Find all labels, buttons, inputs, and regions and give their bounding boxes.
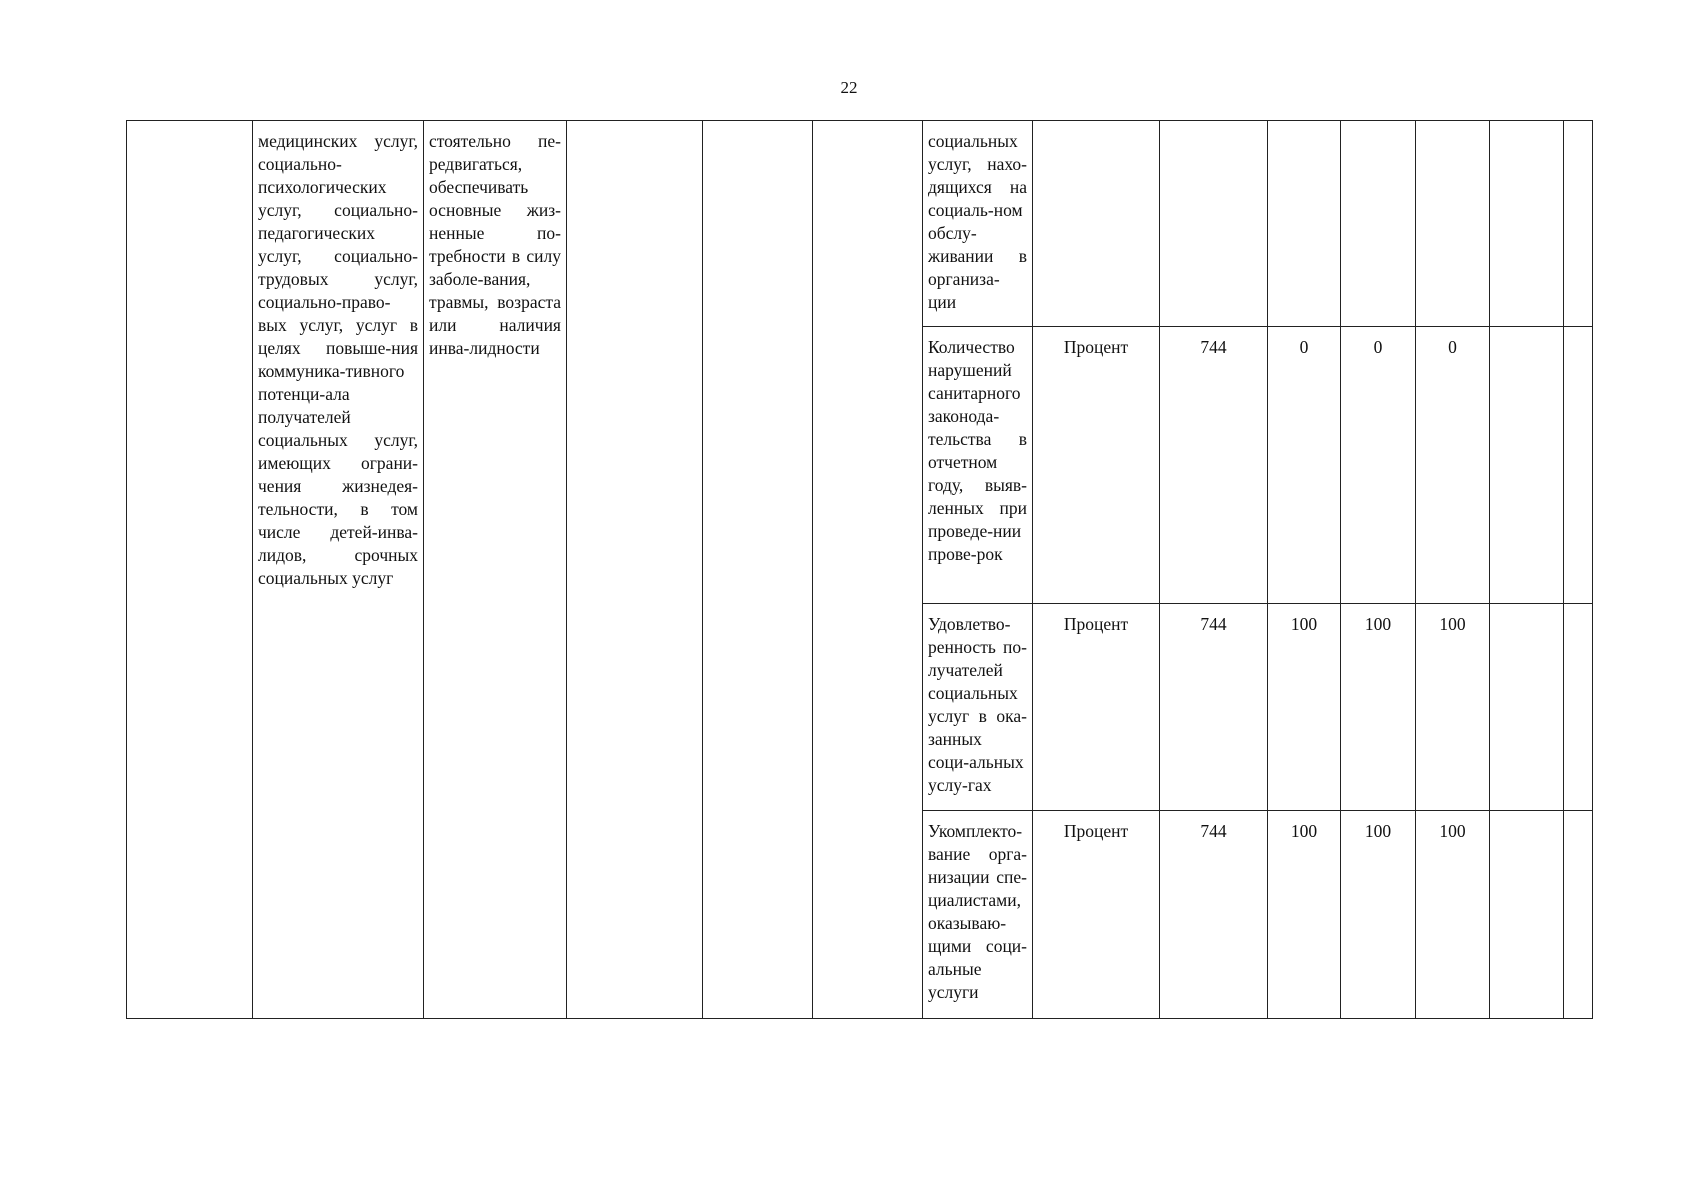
unit-cell: Процент: [1033, 604, 1160, 811]
value-cell: 100: [1341, 811, 1416, 1019]
indicator-cell: социальных услуг, нахо-дящихся на социаль-ном обслу-живании в организа-ции: [923, 121, 1033, 327]
value-cell: [1341, 121, 1416, 327]
code-cell: 744: [1160, 811, 1268, 1019]
indicator-cell: Укомплекто-вание орга-низации спе-циалистами, оказываю-щими соци-альные услуги: [923, 811, 1033, 1019]
value-cell: 100: [1268, 604, 1341, 811]
value-cell: 0: [1341, 327, 1416, 604]
value-cell: 0: [1268, 327, 1341, 604]
page-number: 22: [840, 78, 858, 97]
unit-cell: Процент: [1033, 811, 1160, 1019]
indicator-cell: Удовлетво-ренность по-лучателей социальных услуг в ока-занных соци-альных услу-гах: [923, 604, 1033, 811]
indicator-cell: Количество нарушений санитарного законода-тельства в отчетном году, выяв-ленных при проведе-нии прове-рок: [923, 327, 1033, 604]
value-cell: [1490, 604, 1564, 811]
category-cell: стоятельно пе-редвигаться, обеспечивать основные жиз-ненные по-требности в силу заболе-вания, травмы, возраста или наличия инва-лидности: [424, 121, 567, 1019]
value-cell: 100: [1341, 604, 1416, 811]
document-table: [126, 120, 1593, 1019]
service-description-cell: медицинских услуг, социально-психологических услуг, социально-педагогических услуг, социально-трудовых услуг, социально-право-вых услуг, услуг в целях повыше-ния коммуника-тивного потенци-ала получателей социальных услуг, имеющих ограни-чения жизнедея-тельности, в том числе детей-инва-лидов, срочных социальных услуг: [253, 121, 424, 1019]
code-cell: 744: [1160, 327, 1268, 604]
value-cell: [1268, 121, 1341, 327]
table-row: [127, 121, 1593, 327]
code-cell: 744: [1160, 604, 1268, 811]
value-cell: [1490, 811, 1564, 1019]
value-cell: 100: [1268, 811, 1341, 1019]
unit-cell: Процент: [1033, 327, 1160, 604]
value-cell: [1564, 811, 1593, 1019]
value-cell: [1416, 121, 1490, 327]
value-cell: 100: [1416, 604, 1490, 811]
value-cell: [1490, 121, 1564, 327]
col4-cell: [567, 121, 703, 1019]
col5-cell: [703, 121, 813, 1019]
value-cell: [1490, 327, 1564, 604]
value-cell: [1564, 327, 1593, 604]
value-cell: 0: [1416, 327, 1490, 604]
value-cell: [1564, 604, 1593, 811]
col1-cell: [127, 121, 253, 1019]
unit-cell: [1033, 121, 1160, 327]
col6-cell: [813, 121, 923, 1019]
value-cell: 100: [1416, 811, 1490, 1019]
value-cell: [1564, 121, 1593, 327]
code-cell: [1160, 121, 1268, 327]
